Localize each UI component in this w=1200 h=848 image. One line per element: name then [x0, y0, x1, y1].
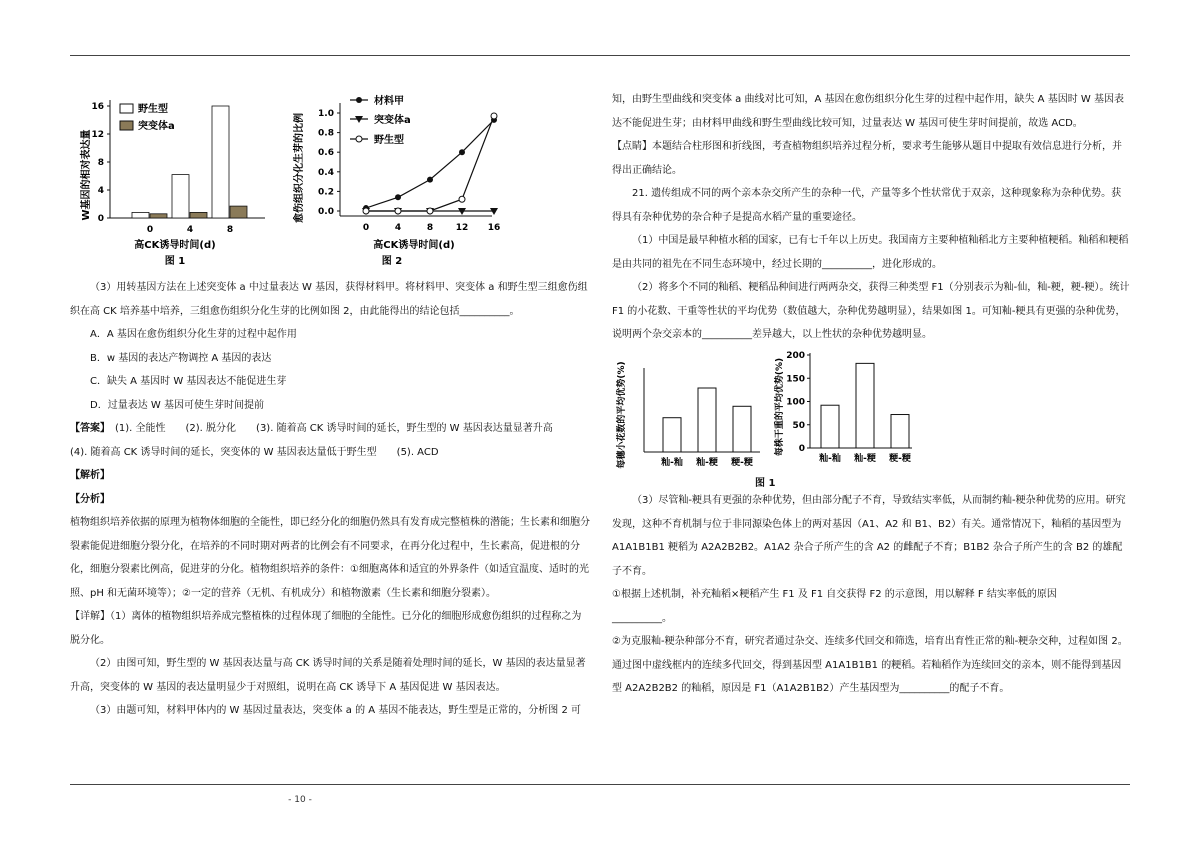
- fig1-ytick-label: 4: [97, 186, 104, 196]
- fig1-caption: 图 1: [164, 256, 186, 265]
- fig1-bar-wildtype: [132, 212, 149, 218]
- right-column-top: [612, 88, 1130, 347]
- fig2-point-wildtype: [395, 208, 401, 214]
- fig1-bar-wildtype: [172, 175, 189, 218]
- fig2-legend-mutant: 突变体a: [374, 115, 411, 126]
- fig1-legend-swatch-mutant: [120, 121, 133, 130]
- answer-line-1: [70, 417, 590, 441]
- fig1-ytick-label: 12: [91, 130, 104, 140]
- fig2-point-material: [459, 149, 465, 155]
- option-a: A．A 基因在愈伤组织分化生芽的过程中起作用: [90, 329, 297, 340]
- chart2-ytick-label: 150: [786, 374, 805, 385]
- fig1-xlabel: 高CK诱导时间(d): [134, 240, 216, 251]
- question-3-blank: __________。: [459, 305, 520, 317]
- figure-2-line-chart: [292, 88, 507, 266]
- q21-3-1-text: ①根据上述机制，补充籼稻×粳稻产生 F1 及 F1 自交获得 F2 的示意图，用以解释 F 结实率低的原因: [612, 589, 1057, 600]
- fig2-ytick-label: 0.2: [318, 187, 334, 198]
- fig2-legend: [350, 94, 411, 146]
- fig1-ytick-label: 8: [97, 158, 104, 168]
- question-21-3-2: [612, 630, 1130, 701]
- left-column-text: [70, 276, 590, 723]
- fig2-point-wildtype: [459, 196, 465, 202]
- fig1-xtick-label: 0: [146, 225, 154, 235]
- fig2-point-material: [427, 177, 433, 183]
- option-d: D．过量表达 W 基因可使生芽时间提前: [90, 399, 264, 411]
- fig2-caption: 图 2: [381, 256, 403, 266]
- right-figure-caption: 图 1: [755, 478, 776, 489]
- fig1-xtick-label: 4: [186, 225, 194, 235]
- chart1-bar: [663, 418, 681, 452]
- option-c: C．缺失 A 基因时 W 基因表达不能促进生芽: [90, 376, 287, 387]
- fig2-ytick-label: 0.6: [318, 148, 334, 159]
- fig2-legend-marker-wildtype: [356, 136, 362, 142]
- q21-1-blank: __________: [822, 258, 872, 270]
- fig2-line-material: [366, 120, 494, 208]
- chart2-ytick-label: 100: [786, 397, 805, 408]
- fenxi-heading: 【分析】: [70, 493, 110, 505]
- fig1-ytick-label: 16: [91, 102, 104, 112]
- fig2-ytick-label: 1.0: [318, 109, 334, 119]
- fig2-xlabel: 高CK诱导时间(d): [373, 240, 455, 251]
- chart1-bar: [698, 388, 716, 452]
- fig2-xtick-label: 0: [362, 223, 370, 233]
- chart2-bar: [891, 415, 909, 448]
- analysis-paragraph: 植物组织培养依据的原理为植物体细胞的全能性，即已经分化的细胞仍然具有发育成完整植株的潜能；生长素和细胞分裂素能促进细胞分裂分化，在培养的不同时期对两者的比例会有不同要求，在再分化过程中，生长素高，促进根的分化，细胞分裂素比例高，促进芽的分化。植物组织培养的条件：①细胞离体和适宜的外界条件（如适宜温度、适时的光照、pH 和无菌环境等）；②一定的营养（无机、有机成分）和植物激素（生长素和细胞分裂素）。: [70, 517, 590, 599]
- fig1-bar-mutant: [150, 214, 167, 218]
- fig2-ytick-label: 0.0: [318, 207, 334, 217]
- fig2-ytick-label: 0.8: [318, 128, 334, 139]
- q21-3-1-blank: __________。: [612, 612, 672, 624]
- chart2-ytick-label: 50: [792, 420, 805, 431]
- answer-text-1: (1). 全能性 (2). 脱分化 (3). 随着高 CK 诱导时间的延长，野生型的 W 基因表达量显著升高: [115, 423, 553, 434]
- chart1-xtick-label: 籼-粳: [696, 458, 718, 468]
- right-column-bottom: [612, 489, 1130, 701]
- fig2-legend-material: 材料甲: [374, 96, 404, 107]
- fig2-ytick-label: 0.4: [318, 167, 334, 178]
- q21-1-text: （1）中国是最早种植水稻的国家，已有七千年以上历史。我国南方主要种植籼稻北方主要种植粳稻。籼稻和粳稻是由共同的祖先在不同生态环境中，经过长期的: [612, 235, 1129, 270]
- fig2-point-wildtype: [427, 208, 433, 214]
- fig1-bar-mutant: [190, 212, 207, 218]
- fig2-ylabel: 愈伤组织分化生芽的比例: [294, 113, 305, 223]
- question-21-1: [612, 229, 1130, 276]
- page-number: - 10 -: [288, 795, 312, 805]
- chart2-xtick-label: 籼-籼: [819, 454, 841, 464]
- fig2-legend-wildtype: 野生型: [374, 135, 404, 146]
- chart1-ylabel: 每穗小花数的平均优势(%): [617, 361, 627, 469]
- fig1-ylabel: W基因的相对表达量: [81, 129, 92, 221]
- detail-paragraph-1: 【详解】（1）离体的植物组织培养成完整植株的过程体现了细胞的全能性。已分化的细胞形成愈伤组织的过程称之为脱分化。: [70, 611, 582, 646]
- fig1-bar-mutant: [230, 206, 247, 218]
- chart2-ylabel: 每株干重的平均优势(%): [775, 357, 785, 457]
- dianjing-paragraph: 【点睛】本题结合柱形图和折线图，考查植物组织培养过程分析，要求考生能够从题目中提取有效信息进行分析，并得出正确结论。: [612, 141, 1122, 176]
- answer-tag: 【答案】: [70, 423, 105, 434]
- question-3-text: （3）用转基因方法在上述突变体 a 中过量表达 W 基因，获得材料甲。将材料甲、突变体 a 和野生型三组愈伤组织在高 CK 培养基中培养，三组愈伤组织分化生芽的比例如图 2，由此能得出的结论包括: [70, 282, 588, 317]
- q21-2-blank: __________: [702, 329, 752, 340]
- fig2-point-wildtype: [491, 113, 497, 119]
- chart2-ytick-label: 200: [786, 351, 805, 361]
- chart2-xtick-label: 籼-粳: [854, 454, 876, 464]
- question-21-2: [612, 276, 1130, 347]
- top-rule: [70, 55, 1130, 56]
- fig2-line-wildtype: [366, 116, 494, 211]
- question-21-3: （3）尽管籼-粳具有更强的杂种优势，但由部分配子不育，导致结实率低，从而制约籼-粳杂种优势的应用。研究发现，这种不育机制与位于非同源染色体上的两对基因（A1、A2 和 B1、B2）有关。通常情况下，籼稻的基因型为 A1A1B1B1 粳稻为 A2A2B2B2。A1A2 杂合子所产生的含 A2 的雌配子不育；B1B2 杂合子所产生的含 B2 的雄配子不育。: [612, 495, 1126, 577]
- dry-weight-bar-chart: [770, 345, 920, 475]
- chart2-bar: [821, 405, 839, 448]
- fig1-bar-wildtype: [212, 106, 229, 218]
- q21-1-text-end: ，进化形成的。: [872, 258, 942, 270]
- fig1-ytick-label: 0: [97, 214, 104, 224]
- fig1-legend-swatch-wildtype: [120, 104, 133, 113]
- right-paragraph-1: 知，由野生型曲线和突变体 a 曲线对比可知，A 基因在愈伤组织分化生芽的过程中起作用，缺失 A 基因时 W 基因表达不能促进生芽；由材料甲曲线和野生型曲线比较可知，过量表达 W 基因可使生芽时间提前，故选 ACD。: [612, 94, 1124, 129]
- fig1-legend-mutant: 突变体a: [138, 121, 175, 132]
- question-21-3-1: [612, 583, 1130, 630]
- fig2-point-wildtype: [363, 208, 369, 214]
- fig1-xtick-label: 8: [226, 225, 234, 235]
- bottom-rule: [70, 784, 1130, 785]
- jiexi-heading: 【解析】: [70, 470, 110, 481]
- fig2-xtick-label: 8: [426, 223, 434, 233]
- answer-line-2: (4). 随着高 CK 诱导时间的延长，突变体的 W 基因表达量低于野生型 (5). ACD: [70, 446, 439, 458]
- figure-1-bar-chart: [75, 90, 285, 265]
- fig2-xtick-label: 16: [487, 223, 501, 233]
- chart2-xtick-label: 粳-粳: [889, 454, 911, 464]
- chart2-bar: [856, 363, 874, 448]
- q21-3-2-text-end: 的配子不育。: [949, 683, 1010, 694]
- detail-paragraph-3: （3）由题可知，材料甲体内的 W 基因过量表达，突变体 a 的 A 基因不能表达，野生型是正常的，分析图 2 可: [90, 705, 582, 716]
- detail-paragraph-2: （2）由图可知，野生型的 W 基因表达量与高 CK 诱导时间的关系是随着处理时间的延长，W 基因的表达量显著升高，突变体的 W 基因的表达量明显少于对照组，说明在高 CK 诱导下 A 基因促进 W 基因表达。: [70, 658, 586, 693]
- option-b: B．w 基因的表达产物调控 A 基因的表达: [90, 352, 272, 364]
- q21-2-text-end: 差异越大，以上性状的杂种优势越明显。: [752, 329, 932, 340]
- fig2-point-material: [395, 194, 401, 200]
- chart1-bar: [733, 406, 751, 452]
- fig2-xtick-label: 4: [394, 223, 402, 233]
- q21-3-2-blank: __________: [899, 683, 950, 694]
- question-3: [70, 276, 590, 323]
- q21-3-2-text: ②为克服籼-粳杂种部分不育，研究者通过杂交、连续多代回交和筛选，培育出育性正常的籼-粳杂交种，过程如图 2。通过图中虚线框内的连续多代回交，得到基因型 A1A1B1B1 的粳稻。若籼稻作为连续回交的亲本，则不能得到基因型 A2A2B2B2 的籼稻，原因是 F1（A1A2B1B2）产生基因型为: [612, 636, 1128, 694]
- chart2-ytick-label: 0: [798, 444, 805, 454]
- chart1-xtick-label: 籼-籼: [661, 458, 683, 468]
- fig2-xtick-label: 12: [455, 223, 469, 233]
- flower-count-bar-chart: [612, 350, 762, 480]
- fig2-legend-marker-material: [356, 97, 362, 103]
- q21-2-text: （2）将多个不同的籼稻、粳稻品种间进行两两杂交，获得三种类型 F1（分别表示为籼-仙，籼-粳，粳-粳）。统计 F1 的小花数、干重等性状的平均优势（数值越大，杂种优势越明显），结果如图 1。可知籼-粳具有更强的杂种优势，说明两个杂交亲本的: [612, 282, 1130, 340]
- chart1-xtick-label: 粳-粳: [731, 458, 753, 468]
- question-21: 21. 遗传组成不同的两个亲本杂交所产生的杂种一代，产量等多个性状常优于双亲，这种现象称为杂种优势。获得具有杂种优势的杂合种子是提高水稻产量的重要途径。: [612, 188, 1122, 223]
- fig1-legend-wildtype: 野生型: [138, 104, 168, 115]
